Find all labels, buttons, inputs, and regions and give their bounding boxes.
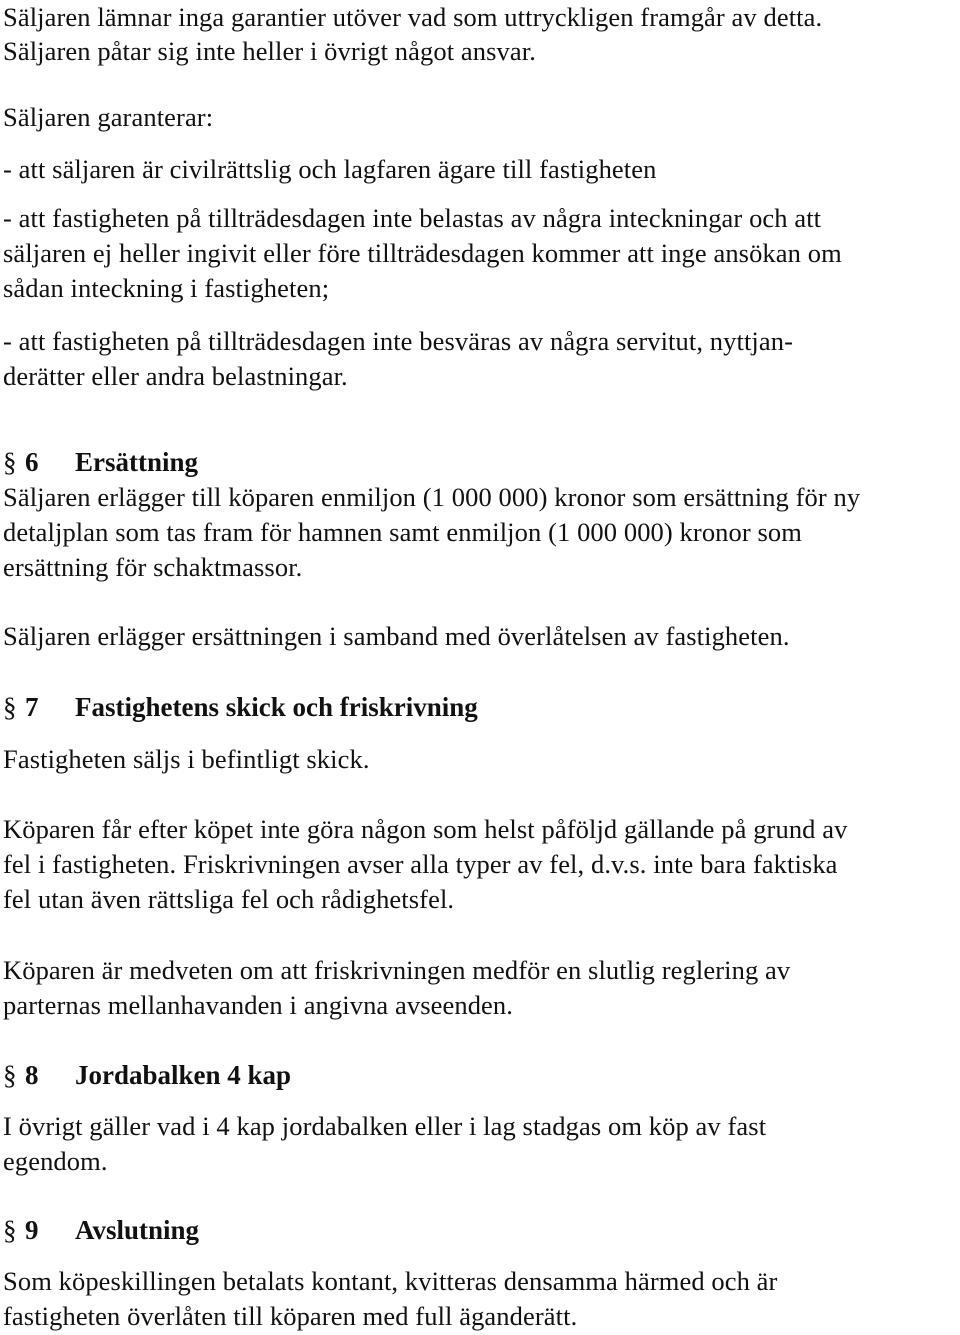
- text-line: Säljaren erlägger till köparen enmiljon (1 000 000) kronor som ersättning för ny: [3, 482, 861, 512]
- text-line: egendom.: [3, 1146, 108, 1176]
- section-symbol: §: [3, 1060, 17, 1090]
- text-line: ersättning för schaktmassor.: [3, 552, 303, 582]
- text-line: parternas mellanhavanden i angivna avseenden.: [3, 990, 513, 1020]
- text-line: Säljaren lämnar inga garantier utöver vad som uttryckligen framgår av detta.: [3, 2, 823, 32]
- section-title: Avslutning: [75, 1215, 200, 1245]
- text-line: säljaren ej heller ingivit eller före tillträdesdagen kommer att inge ansökan om: [3, 238, 842, 268]
- list-item: - att fastigheten på tillträdesdagen inte besväras av några servitut, nyttjan-: [3, 326, 794, 356]
- text-line: detaljplan som tas fram för hamnen samt enmiljon (1 000 000) kronor som: [3, 517, 802, 547]
- section-number: 7: [25, 692, 39, 722]
- text-line: derätter eller andra belastningar.: [3, 361, 348, 391]
- section-symbol: §: [3, 692, 17, 722]
- section-symbol: §: [3, 1215, 17, 1245]
- section-symbol: §: [3, 447, 17, 477]
- text-line: Säljaren erlägger ersättningen i samband med överlåtelsen av fastigheten.: [3, 621, 790, 651]
- text-line: Köparen är medveten om att friskrivningen medför en slutlig reglering av: [3, 955, 791, 985]
- text-line: sådan inteckning i fastigheten;: [3, 273, 330, 303]
- text-line: Säljaren påtar sig inte heller i övrigt något ansvar.: [3, 36, 536, 66]
- section-number: 9: [25, 1215, 39, 1245]
- section-number: 8: [25, 1060, 39, 1090]
- section-heading: [3, 1058, 291, 1092]
- section-title: Fastighetens skick och friskrivning: [75, 692, 478, 722]
- text-line: fel i fastigheten. Friskrivningen avser alla typer av fel, d.v.s. inte bara faktiska: [3, 849, 838, 879]
- text-line: Som köpeskillingen betalats kontant, kvitteras densamma härmed och är: [3, 1266, 778, 1296]
- section-number: 6: [25, 447, 39, 477]
- text-line: fel utan även rättsliga fel och rådighetsfel.: [3, 884, 455, 914]
- text-line: I övrigt gäller vad i 4 kap jordabalken eller i lag stadgas om köp av fast: [3, 1111, 767, 1141]
- section-title: Ersättning: [75, 447, 199, 477]
- section-heading: [3, 445, 198, 479]
- section-heading: [3, 1213, 199, 1247]
- list-item: - att fastigheten på tillträdesdagen inte belastas av några inteckningar och att: [3, 203, 822, 233]
- list-item: - att säljaren är civilrättslig och lagfaren ägare till fastigheten: [3, 154, 657, 184]
- section-heading: [3, 690, 478, 724]
- text-line: fastigheten överlåten till köparen med full äganderätt.: [3, 1301, 578, 1331]
- text-line: Fastigheten säljs i befintligt skick.: [3, 744, 370, 774]
- text-line: Köparen får efter köpet inte göra någon som helst påföljd gällande på grund av: [3, 814, 848, 844]
- text-line: Säljaren garanterar:: [3, 102, 214, 132]
- section-title: Jordabalken 4 kap: [75, 1060, 292, 1090]
